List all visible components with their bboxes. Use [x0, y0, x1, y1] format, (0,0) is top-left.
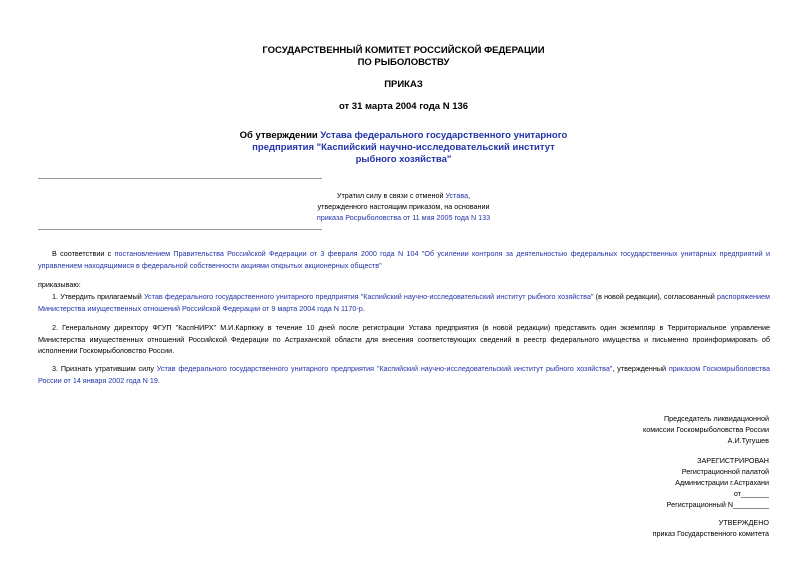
title-link-line2[interactable]: предприятия "Каспийский научно-исследовательский институт — [252, 142, 555, 153]
status-note-line1 — [0, 190, 807, 201]
title-link-line1[interactable]: Устава федерального государственного унитарного — [320, 130, 568, 141]
order-item-3 — [38, 363, 770, 386]
status-note-charter-link[interactable]: Устава — [445, 191, 469, 200]
registration-line2: Администрации г.Астрахани — [675, 478, 769, 487]
doc-date-number: от 31 марта 2004 года N 136 — [338, 101, 469, 112]
title-link-line3[interactable]: рыбного хозяйства" — [355, 154, 452, 165]
separator-bottom — [38, 229, 322, 230]
doc-type: ПРИКАЗ — [384, 79, 423, 90]
item1-text3: . — [362, 303, 365, 313]
status-note-comma: , — [468, 191, 471, 200]
preamble-text: В соответствии с — [52, 249, 115, 258]
registration-title: ЗАРЕГИСТРИРОВАН — [697, 456, 769, 465]
title-prefix: Об утверждении — [239, 130, 321, 141]
order-item-2: 2. Генеральному директору ФГУП "КаспНИРХ" М.И.Карпюку в течение 10 дней после регистрации Устава предприятия (в новой редакции) представить один экземпляр в Территориальное управление Министерства имущественных отношений Российской Федерации по Астраханской области для внесения соответствующих сведений в реестр федерального имущества и письменно проинформировать об исполнении Госкомрыболовство России. — [38, 323, 770, 355]
item1-text1: 1. Утвердить прилагаемый — [52, 292, 144, 301]
registration-date: от_______ — [733, 489, 769, 498]
item3-text2: , утвержденный — [612, 364, 669, 373]
item1-charter-link[interactable]: Устав федерального государственного унитарного предприятия "Каспийский научно-исследовательский институт рыбного хозяйства" — [143, 292, 594, 301]
signature-name: А.И.Тугушев — [727, 436, 769, 445]
item3-charter-link[interactable]: Устав федерального государственного унитарного предприятия "Каспийский научно-исследовательский институт рыбного хозяйства" — [156, 364, 613, 373]
item1-ministry-order-link[interactable]: распоряжением Министерства имущественных отношений Российской Федерации от 9 марта 2004 года N 1170-р — [38, 292, 770, 313]
status-note-order-link[interactable]: приказа Росрыболовства от 11 мая 2005 года N 133 — [316, 213, 491, 222]
item3-order-link[interactable]: приказом Госкомрыболовства России от 14 января 2002 года N 19 — [38, 364, 770, 385]
item1-text2: (в новой редакции), согласованный — [593, 292, 717, 301]
status-note-line2: утвержденного настоящим приказом, на основании — [317, 202, 490, 211]
org-name-line2: ПО РЫБОЛОВСТВУ — [357, 57, 450, 68]
signature-line2: комиссии Госкомрыболовства России — [643, 425, 769, 434]
doc-title-line1 — [0, 130, 807, 142]
signature-line1: Председатель ликвидационной — [663, 414, 769, 423]
orders-word: приказываю: — [38, 280, 81, 289]
preamble-paragraph — [38, 248, 770, 271]
approved-line1: приказ Государственного комитета — [652, 529, 769, 538]
approved-title: УТВЕРЖДЕНО — [718, 518, 769, 527]
preamble-resolution-link[interactable]: постановлением Правительства Российской Федерации от 3 февраля 2000 года N 104 "Об усилении контроля за деятельностью федеральных государственных унитарных предприятий и управлением находящимися в федеральной собственности акциями открытых акционерных обществ" — [38, 249, 770, 270]
registration-number: Регистрационный N_________ — [666, 500, 769, 509]
item3-text3: . — [157, 375, 160, 385]
org-name-line1: ГОСУДАРСТВЕННЫЙ КОМИТЕТ РОССИЙСКОЙ ФЕДЕРАЦИИ — [262, 45, 545, 56]
registration-line1: Регистрационной палатой — [681, 467, 769, 476]
item3-text1: 3. Признать утратившим силу — [52, 364, 157, 373]
status-note-text: Утратил силу в связи с отменой — [336, 191, 446, 200]
separator-top — [38, 178, 322, 179]
order-item-1 — [38, 291, 770, 314]
